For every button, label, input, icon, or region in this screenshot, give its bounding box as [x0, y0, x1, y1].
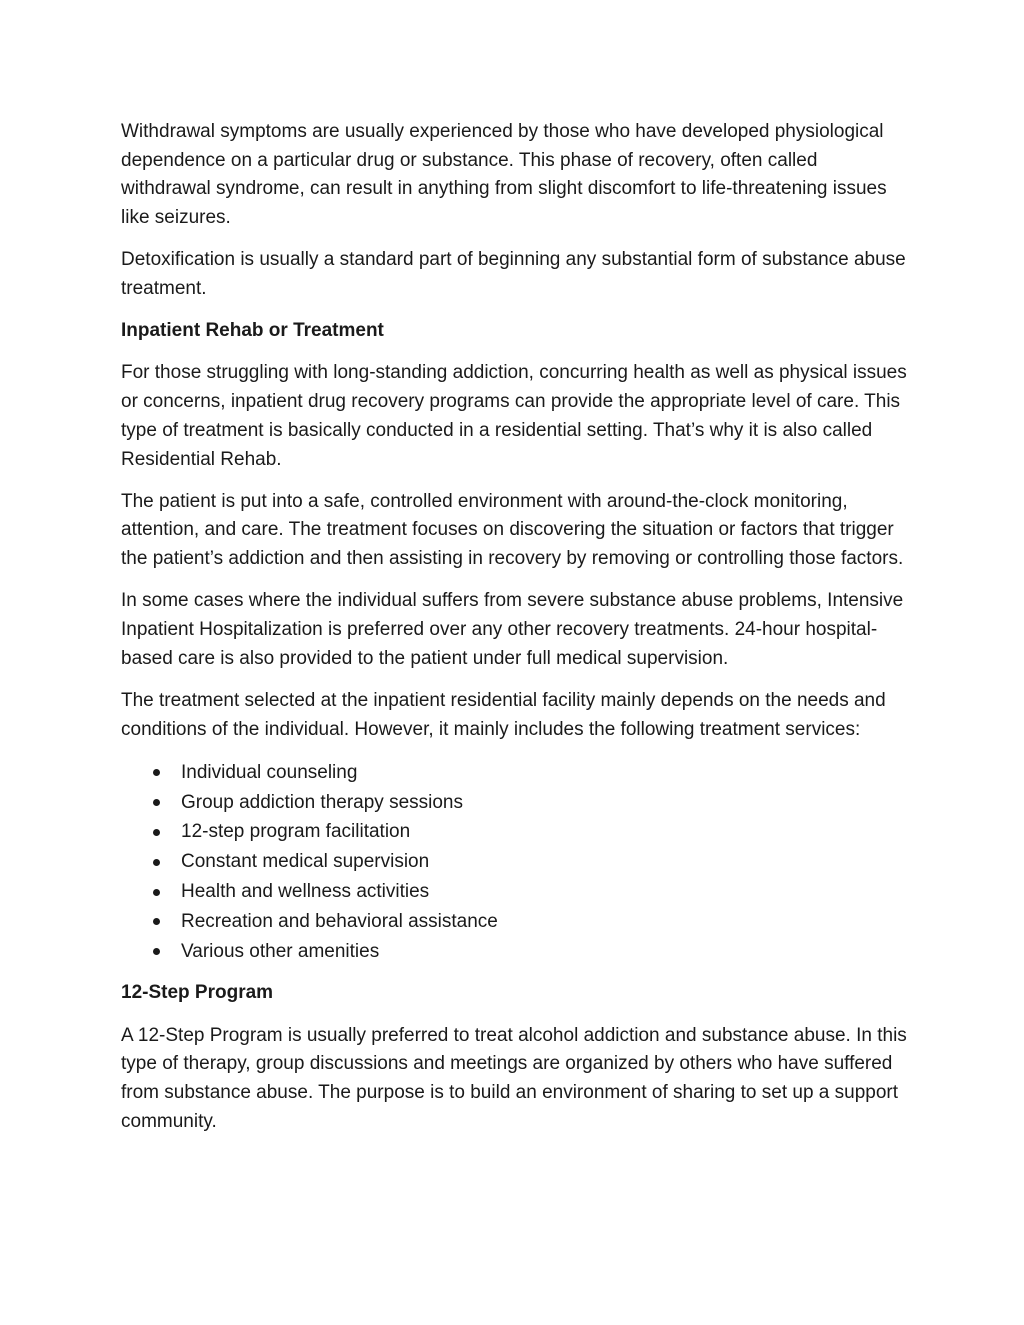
- paragraph-treatment-services: The treatment selected at the inpatient residential facility mainly depends on the needs and conditions of the individual. However, it mainly includes the following treatment services:: [121, 689, 886, 740]
- paragraph-intensive-hospitalization: In some cases where the individual suffers from severe substance abuse problems, Intensive Inpatient Hospitalization is preferred over any other recovery treatments. 24-hour hospital-based care is also provided to the patient under full medical supervision.: [121, 590, 904, 669]
- paragraph-controlled-environment: The patient is put into a safe, controlled environment with around-the-clock monitoring, attention, and care. The treatment focuses on discovering the situation or factors that trigger the patient’s addiction and then assisting in recovery by removing or controlling those factors.: [121, 490, 904, 570]
- list-item: [121, 877, 911, 907]
- paragraph-inpatient-intro: For those struggling with long-standing addiction, concurring health as well as physical issues or concerns, inpatient drug recovery programs can provide the appropriate level of care. This type of treatment is basically conducted in a residential setting. That’s why it is also called Residential Rehab.: [121, 362, 907, 470]
- list-item: [121, 788, 911, 818]
- list-item-label: 12-step program facilitation: [181, 821, 411, 843]
- paragraph-12-step: A 12-Step Program is usually preferred to treat alcohol addiction and substance abuse. In this type of therapy, group discussions and meetings are organized by others who have suffered from substance abuse. The purpose is to build an environment of sharing to set up a support community.: [121, 1024, 907, 1132]
- list-item: [121, 937, 911, 967]
- document-page: [121, 118, 911, 1150]
- bullet-icon: [153, 769, 160, 776]
- bullet-icon: [153, 829, 160, 836]
- bullet-icon: [153, 799, 160, 806]
- list-item-label: Individual counseling: [181, 761, 358, 783]
- bullet-icon: [153, 889, 160, 896]
- heading-inpatient-rehab: Inpatient Rehab or Treatment: [121, 320, 384, 342]
- list-item: [121, 817, 911, 847]
- list-item: [121, 847, 911, 877]
- list-item: [121, 758, 911, 788]
- list-item: [121, 907, 911, 937]
- bullet-icon: [153, 918, 160, 925]
- list-item-label: Health and wellness activities: [181, 881, 430, 903]
- services-list: [121, 758, 911, 967]
- list-item-label: Constant medical supervision: [181, 851, 430, 873]
- paragraph-detox: Detoxification is usually a standard part of beginning any substantial form of substance abuse treatment.: [121, 249, 906, 300]
- list-item-label: Group addiction therapy sessions: [181, 791, 463, 813]
- paragraph-withdrawal: Withdrawal symptoms are usually experienced by those who have developed physiological dependence on a particular drug or substance. This phase of recovery, often called withdrawal syndrome, can result in anything from slight discomfort to life-threatening issues like seizures.: [121, 121, 887, 229]
- list-item-label: Various other amenities: [181, 940, 380, 962]
- list-item-label: Recreation and behavioral assistance: [181, 910, 498, 932]
- bullet-icon: [153, 859, 160, 866]
- bullet-icon: [153, 948, 160, 955]
- heading-12-step-program: 12-Step Program: [121, 982, 274, 1004]
